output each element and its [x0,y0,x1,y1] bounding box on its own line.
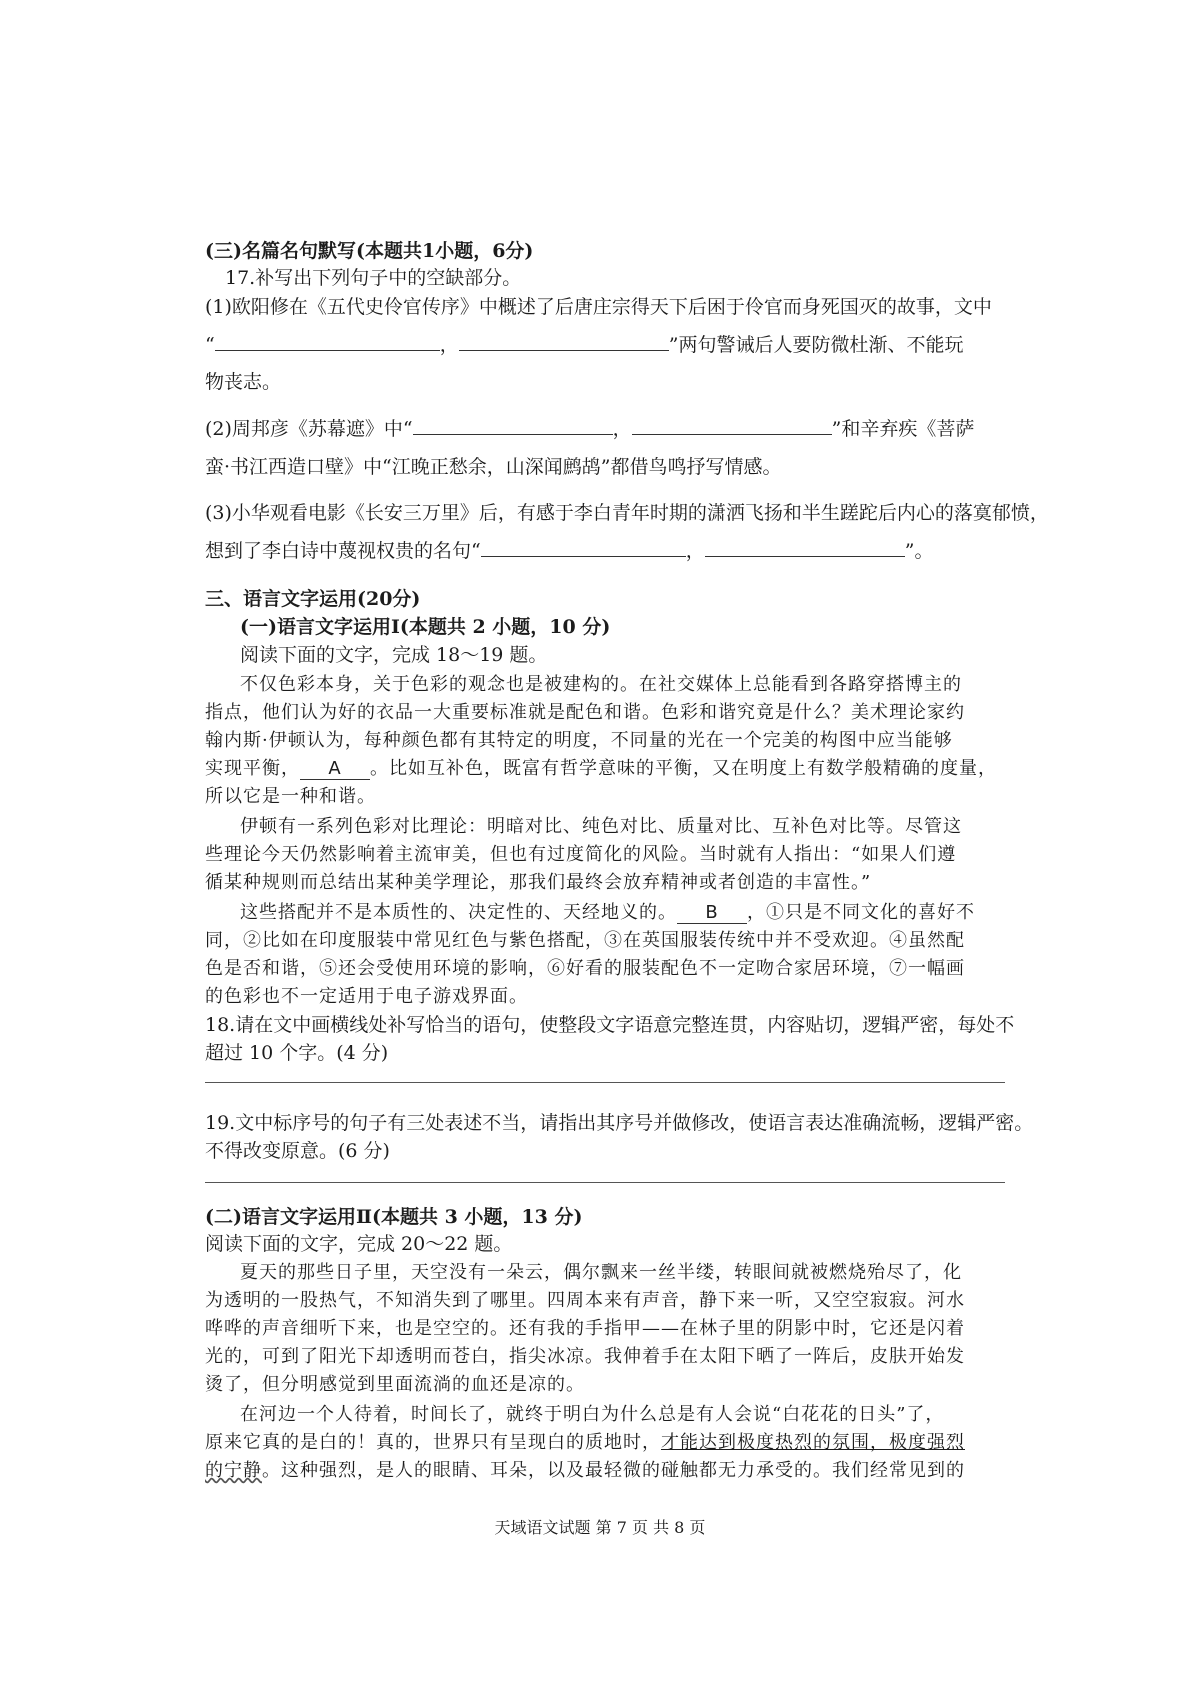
q17-item3-head: 想到了李白诗中蔑视权贵的名句“ [205,540,481,562]
passage1-line [205,754,1005,780]
passage1-line: 翰内斯·伊顿认为，每种颜色都有其特定的明度，不同量的光在一个完美的构图中应当能够 [205,730,953,751]
passage4-line: 光的，可到了阳光下却透明而苍白，指尖冰凉。我伸着手在太阳下晒了一阵后，皮肤开始发 [205,1346,965,1367]
passage3-line: 同，②比如在印度服装中常见红色与紫色搭配，③在英国服装传统中并不受欢迎。④虽然配 [205,930,965,951]
q17-item1-line2 [205,330,1005,357]
passage4-line: 烫了，但分明感觉到里面流淌的血还是凉的。 [205,1374,585,1395]
passage-text: ，①只是不同文化的喜好不 [747,902,975,923]
comma: ， [685,540,705,562]
answer-blank[interactable] [215,332,440,351]
q17-item2-head: (2)周邦彦《苏幕遮》中“ [205,418,413,440]
passage1-line: 指点，他们认为好的衣品一大重要标准就是配色和谐。色彩和谐究竟是什么？美术理论家约 [205,702,965,723]
answer-blank[interactable] [705,538,905,557]
sub2-heading: (二)语言文字运用Ⅱ(本题共 3 小题，13 分) [205,1206,583,1228]
answer-blank[interactable] [632,416,832,435]
section-heading-recitation: (三)名篇名句默写(本题共1小题，6分) [205,240,534,262]
answer-blank[interactable] [481,538,686,557]
question-17-intro: 17.补写出下列句子中的空缺部分。 [225,267,522,289]
answer-blank[interactable] [459,332,669,351]
part3-heading: 三、语言文字运用(20分) [205,588,421,610]
passage5-line [205,1456,1005,1482]
question-19-line1: 19.文中标序号的句子有三处表述不当，请指出其序号并做修改，使语言表达准确流畅，逻辑严密。 [205,1112,1034,1134]
open-quote: “ [205,334,215,356]
q17-item2-tail: ”和辛弃疾《菩萨 [831,418,975,440]
question-18-line1: 18.请在文中画横线处补写恰当的语句，使整段文字语意完整连贯，内容贴切，逻辑严密，每处不 [205,1014,1015,1036]
passage2-line: 伊顿有一系列色彩对比理论：明暗对比、纯色对比、质量对比、互补色对比等。尽管这 [240,816,962,837]
passage-text: 。比如互补色，既富有哲学意味的平衡，又在明度上有数学般精确的度量， [370,758,997,779]
q17-item1-line1: (1)欧阳修在《五代史伶官传序》中概述了后唐庄宗得天下后困于伶官而身死国灭的故事，文中 [205,296,992,318]
underlined-phrase: 才能达到极度热烈的氛围，极度强烈 [661,1432,965,1453]
passage3-line: 的色彩也不一定适用于电子游戏界面。 [205,986,528,1007]
comma: ， [439,334,459,356]
passage4-line: 夏天的那些日子里，天空没有一朵云，偶尔飘来一丝半缕，转眼间就被燃烧殆尽了，化 [240,1262,962,1283]
q17-item1-line3: 物丧志。 [205,371,282,393]
answer-blank[interactable] [413,416,613,435]
sub1-intro: 阅读下面的文字，完成 18～19 题。 [240,644,548,666]
q17-item3-line2 [205,536,1005,563]
q17-item2-line1 [205,414,1005,441]
wavy-underlined-phrase: 的宁静 [205,1460,262,1481]
page-footer: 天域语文试题 第 7 页 共 8 页 [494,1518,706,1537]
question-19-line2: 不得改变原意。(6 分) [205,1140,390,1162]
passage4-line: 为透明的一股热气，不知消失到了哪里。四周本来有声音，静下来一听，又空空寂寂。河水 [205,1290,965,1311]
comma: ， [612,418,632,440]
sub2-intro: 阅读下面的文字，完成 20～22 题。 [205,1233,513,1255]
passage-text: 实现平衡， [205,758,300,779]
passage-text: 原来它真的是白的！真的，世界只有呈现白的质地时， [205,1432,661,1453]
passage-text: 这些搭配并不是本质性的、决定性的、天经地义的。 [240,902,677,923]
passage1-line: 所以它是一种和谐。 [205,786,376,807]
passage2-line: 些理论今天仍然影响着主流审美，但也有过度简化的风险。当时就有人指出：“如果人们遵 [205,844,957,865]
q17-item3-line1: (3)小华观看电影《长安三万里》后，有感于李白青年时期的潇洒飞扬和半生蹉跎后内心的落寞郁愤， [205,502,1049,524]
answer-line-q18[interactable] [205,1082,1005,1083]
passage3-line: 色是否和谐，⑤还会受使用环境的影响，⑥好看的服装配色不一定吻合家居环境，⑦一幅画 [205,958,965,979]
q17-item1-tail: ”两句警诫后人要防微杜渐、不能玩 [668,334,964,356]
answer-line-q19[interactable] [205,1182,1005,1183]
passage5-line [205,1428,1005,1454]
blank-b[interactable]: B [677,902,747,924]
passage2-line: 循某种规则而总结出某种美学理论，那我们最终会放弃精神或者创造的丰富性。” [205,872,872,893]
close-quote: ”。 [904,540,934,562]
passage4-line: 哗哗的声音细听下来，也是空空的。还有我的手指甲——在林子里的阴影中时，它还是闪着 [205,1318,965,1339]
question-18-line2: 超过 10 个字。(4 分) [205,1042,389,1064]
q17-item2-line2: 蛮·书江西造口壁》中“江晚正愁余，山深闻鹧鸪”都借鸟鸣抒写情感。 [205,456,782,478]
sub1-heading: (一)语言文字运用Ⅰ(本题共 2 小题，10 分) [240,616,611,638]
passage1-line: 不仅色彩本身，关于色彩的观念也是被建构的。在社交媒体上总能看到各路穿搭博主的 [240,674,962,695]
passage5-line: 在河边一个人待着，时间长了，就终于明白为什么总是有人会说“白花花的日头”了， [240,1404,945,1425]
passage3-line [240,898,1040,924]
blank-a[interactable]: A [300,758,370,780]
passage-text: 。这种强烈，是人的眼睛、耳朵，以及最轻微的碰触都无力承受的。我们经常见到的 [262,1460,965,1481]
